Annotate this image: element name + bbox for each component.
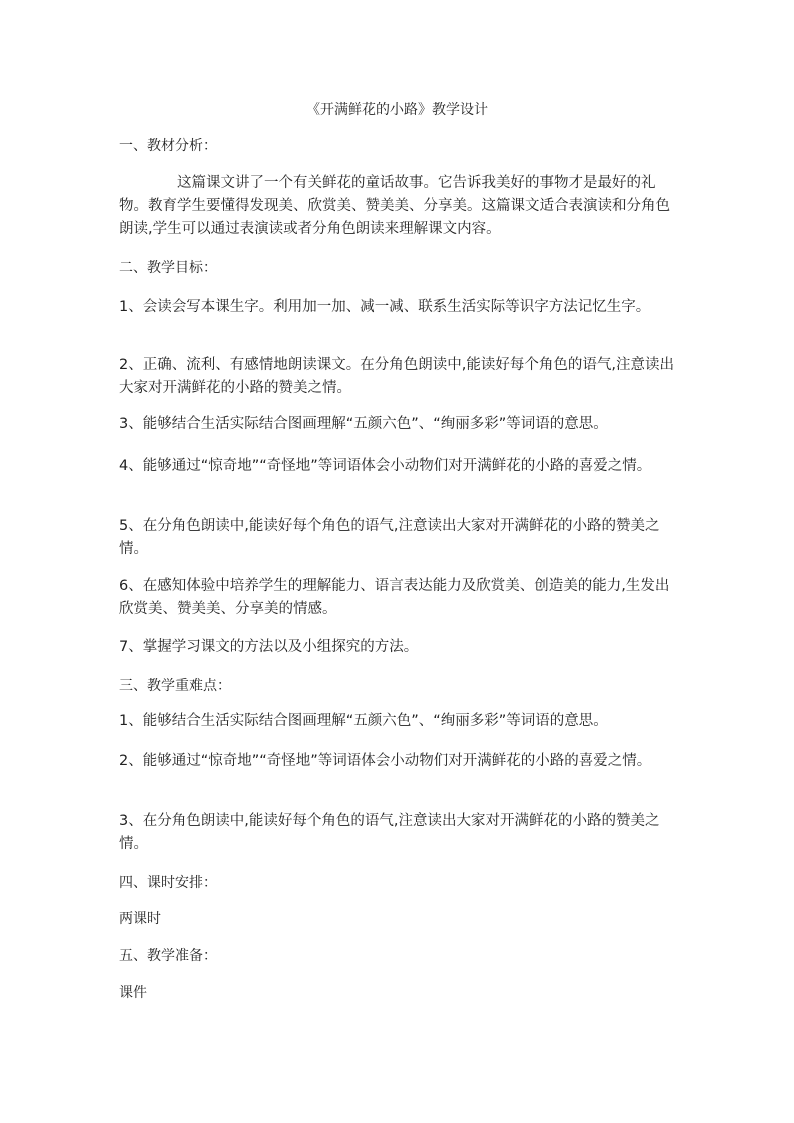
goal-item-1: 1、会读会写本课生字。利用加一加、减一减、联系生活实际等识字方法记忆生字。 bbox=[119, 299, 651, 315]
key-point-item-1: 1、能够结合生活实际结合图画理解“五颜六色”、“绚丽多彩”等词语的意思。 bbox=[119, 713, 608, 729]
goal-item-6: 6、在感知体验中培养学生的理解能力、语言表达能力及欣赏美、创造美的能力,生发出欣赏美、赞美美、分享美的情感。 bbox=[119, 578, 670, 617]
preparation-value: 课件 bbox=[119, 985, 147, 1001]
key-point-item-3: 3、在分角色朗读中,能读好每个角色的语气,注意读出大家对开满鲜花的小路的赞美之情。 bbox=[119, 813, 660, 852]
goal-item-2: 2、正确、流利、有感情地朗读课文。在分角色朗读中,能读好每个角色的语气,注意读出大家对开满鲜花的小路的赞美之情。 bbox=[119, 357, 674, 396]
section-heading-key-points: 三、教学重难点： bbox=[119, 678, 231, 694]
section-heading-goals: 二、教学目标： bbox=[119, 260, 217, 276]
goal-item-3: 3、能够结合生活实际结合图画理解“五颜六色”、“绚丽多彩”等词语的意思。 bbox=[119, 416, 608, 432]
key-point-item-2: 2、能够通过“惊奇地”“奇怪地”等词语体会小动物们对开满鲜花的小路的喜爱之情。 bbox=[119, 753, 652, 769]
section-heading-materials: 一、教材分析： bbox=[119, 138, 217, 154]
section-heading-schedule: 四、课时安排： bbox=[119, 875, 217, 891]
goal-item-4: 4、能够通过“惊奇地”“奇怪地”等词语体会小动物们对开满鲜花的小路的喜爱之情。 bbox=[119, 458, 652, 474]
schedule-value: 两课时 bbox=[119, 911, 161, 927]
section-heading-preparation: 五、教学准备： bbox=[119, 948, 217, 964]
document-title: 《开满鲜花的小路》教学设计 bbox=[306, 102, 488, 118]
goal-item-7: 7、掌握学习课文的方法以及小组探究的方法。 bbox=[119, 639, 419, 655]
materials-analysis-paragraph: 这篇课文讲了一个有关鲜花的童话故事。它告诉我美好的事物才是最好的礼物。教育学生要懂得发现美、欣赏美、赞美美、分享美。这篇课文适合表演读和分角色朗读,学生可以通过表演读或者分角色朗读来理解课文内容。 bbox=[119, 175, 670, 237]
goal-item-5: 5、在分角色朗读中,能读好每个角色的语气,注意读出大家对开满鲜花的小路的赞美之情。 bbox=[119, 518, 660, 557]
